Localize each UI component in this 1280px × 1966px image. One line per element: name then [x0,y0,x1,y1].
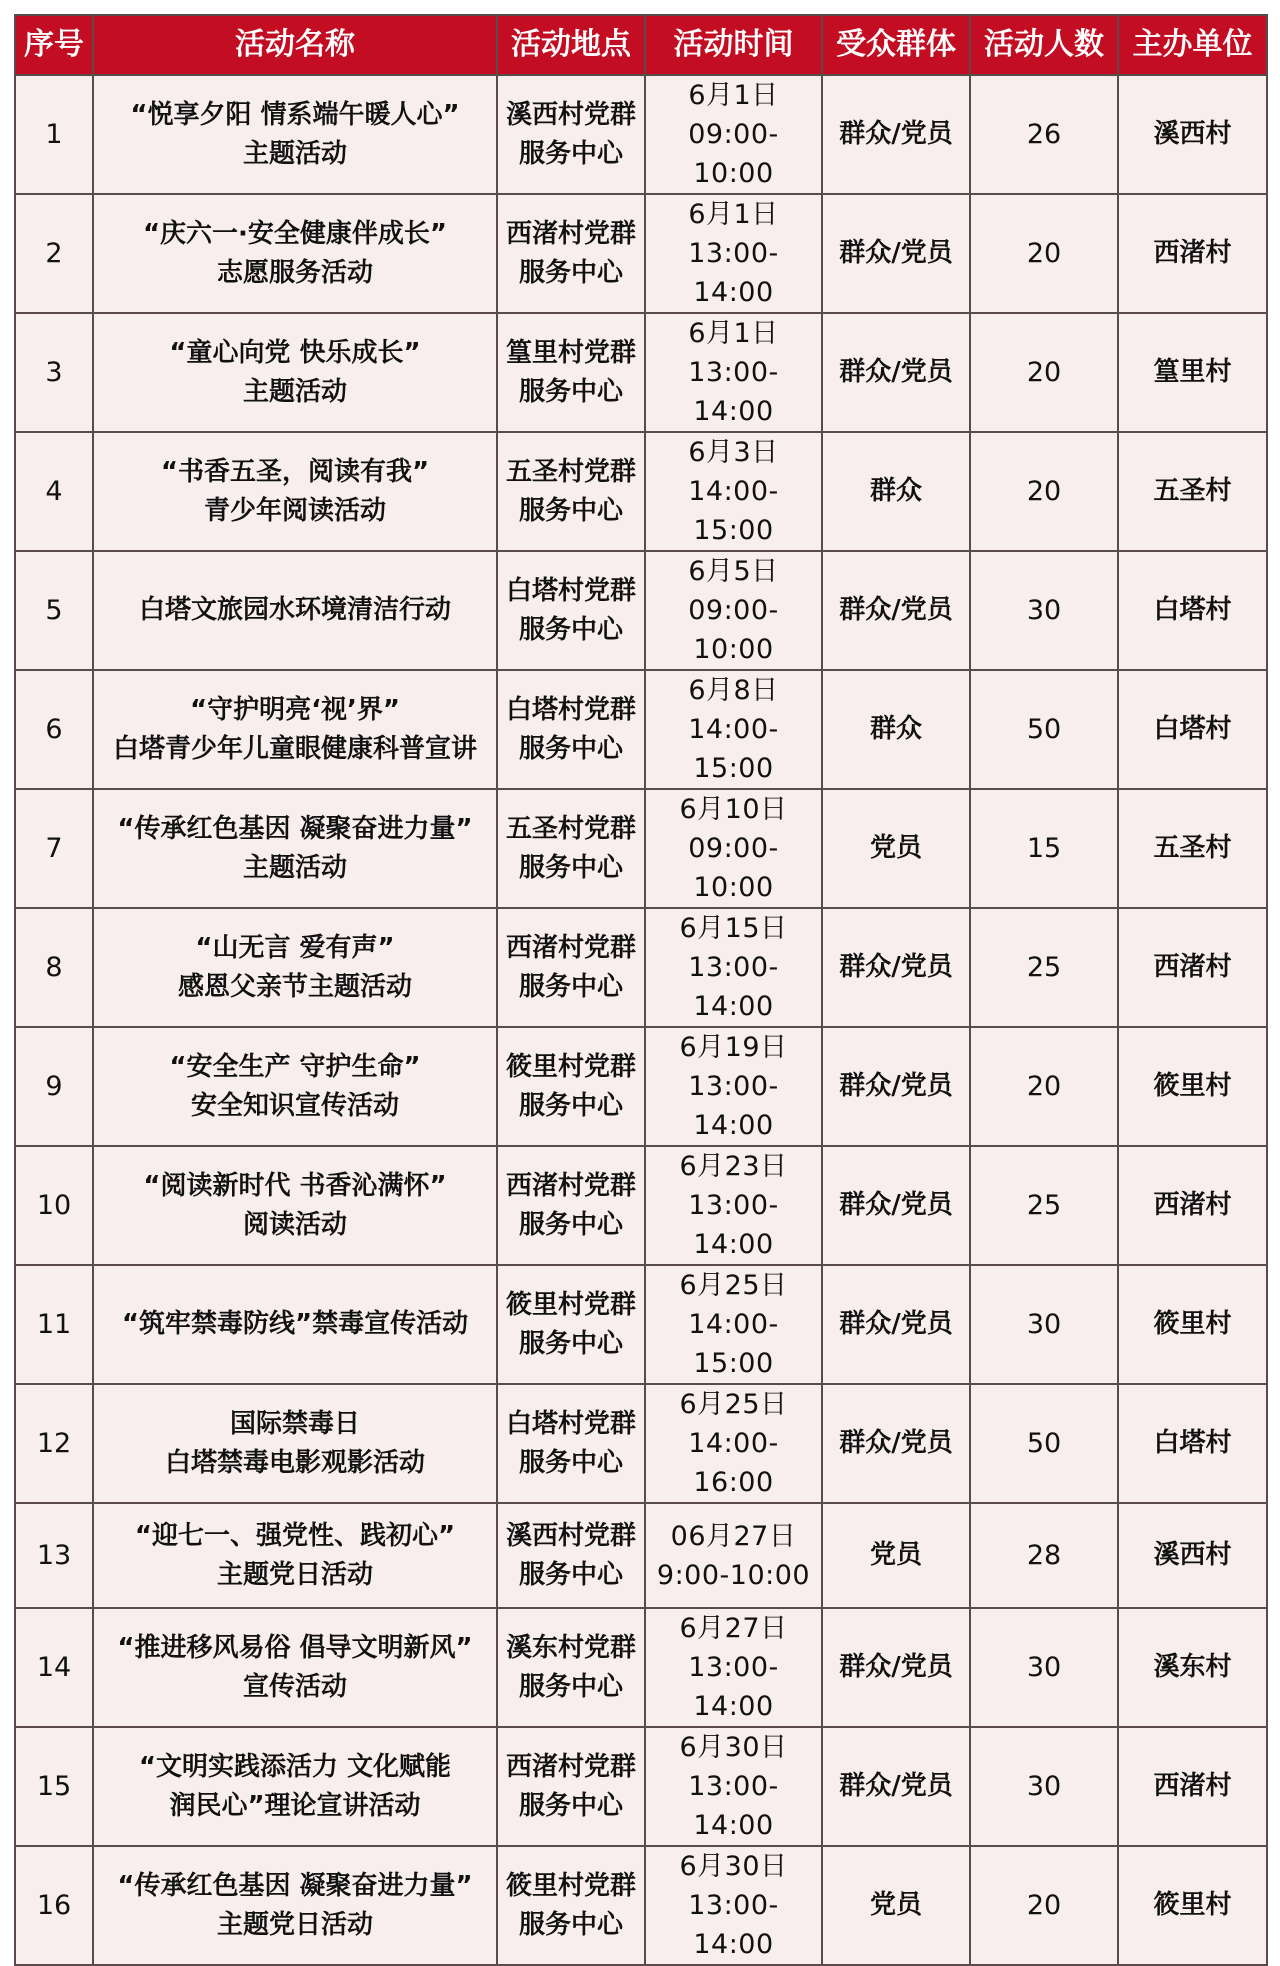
cell-location: 筱里村党群 服务中心 [497,1846,645,1965]
cell-audience: 党员 [822,789,970,908]
cell-activity-name: “安全生产 守护生命” 安全知识宣传活动 [93,1027,497,1146]
cell-host: 西渚村 [1118,1146,1267,1265]
cell-host: 西渚村 [1118,908,1267,1027]
cell-count: 25 [970,1146,1118,1265]
cell-audience: 群众/党员 [822,1027,970,1146]
cell-time: 6月19日 13:00-14:00 [645,1027,822,1146]
cell-count: 30 [970,1608,1118,1727]
table-row [15,1846,1267,1965]
cell-host: 筱里村 [1118,1027,1267,1146]
cell-activity-name: “庆六一·安全健康伴成长” 志愿服务活动 [93,194,497,313]
cell-count: 25 [970,908,1118,1027]
cell-count: 50 [970,670,1118,789]
cell-host: 西渚村 [1118,1727,1267,1846]
cell-time: 6月25日 14:00-15:00 [645,1265,822,1384]
cell-time: 6月1日 09:00-10:00 [645,75,822,194]
cell-activity-name: “书香五圣，阅读有我” 青少年阅读活动 [93,432,497,551]
cell-serial: 6 [15,670,93,789]
cell-serial: 5 [15,551,93,670]
cell-count: 20 [970,1027,1118,1146]
cell-time: 6月27日 13:00-14:00 [645,1608,822,1727]
cell-location: 西渚村党群 服务中心 [497,1146,645,1265]
cell-count: 20 [970,194,1118,313]
header-time: 活动时间 [645,15,822,75]
cell-audience: 群众/党员 [822,1146,970,1265]
cell-serial: 9 [15,1027,93,1146]
cell-host: 西渚村 [1118,194,1267,313]
cell-serial: 10 [15,1146,93,1265]
cell-time: 6月8日 14:00-15:00 [645,670,822,789]
cell-location: 筱里村党群 服务中心 [497,1027,645,1146]
cell-location: 白塔村党群 服务中心 [497,670,645,789]
header-count: 活动人数 [970,15,1118,75]
cell-host: 溪西村 [1118,1503,1267,1608]
cell-location: 西渚村党群 服务中心 [497,1727,645,1846]
cell-host: 白塔村 [1118,670,1267,789]
cell-activity-name: “山无言 爱有声” 感恩父亲节主题活动 [93,908,497,1027]
cell-serial: 14 [15,1608,93,1727]
table-row [15,670,1267,789]
table-row [15,551,1267,670]
cell-activity-name: “文明实践添活力 文化赋能 润民心”理论宣讲活动 [93,1727,497,1846]
cell-audience: 群众/党员 [822,75,970,194]
cell-serial: 15 [15,1727,93,1846]
cell-serial: 3 [15,313,93,432]
cell-audience: 群众/党员 [822,1608,970,1727]
cell-host: 篁里村 [1118,313,1267,432]
cell-host: 五圣村 [1118,432,1267,551]
table-header [15,15,1267,75]
cell-audience: 党员 [822,1503,970,1608]
table-row [15,1727,1267,1846]
cell-activity-name: “推进移风易俗 倡导文明新风” 宣传活动 [93,1608,497,1727]
cell-host: 白塔村 [1118,1384,1267,1503]
table-row [15,1146,1267,1265]
cell-activity-name: “筑牢禁毒防线”禁毒宣传活动 [93,1265,497,1384]
cell-host: 筱里村 [1118,1265,1267,1384]
cell-count: 26 [970,75,1118,194]
cell-time: 6月23日 13:00-14:00 [645,1146,822,1265]
header-name: 活动名称 [93,15,497,75]
header-row [15,15,1267,75]
cell-time: 6月1日 13:00-14:00 [645,313,822,432]
cell-count: 30 [970,551,1118,670]
cell-activity-name: “传承红色基因 凝聚奋进力量” 主题活动 [93,789,497,908]
table-row [15,432,1267,551]
table-row [15,1503,1267,1608]
activity-table [14,14,1268,1966]
cell-location: 西渚村党群 服务中心 [497,194,645,313]
cell-location: 筱里村党群 服务中心 [497,1265,645,1384]
cell-count: 50 [970,1384,1118,1503]
cell-count: 20 [970,1846,1118,1965]
cell-count: 30 [970,1265,1118,1384]
cell-location: 白塔村党群 服务中心 [497,1384,645,1503]
cell-serial: 8 [15,908,93,1027]
cell-audience: 群众/党员 [822,908,970,1027]
cell-audience: 群众/党员 [822,194,970,313]
cell-serial: 13 [15,1503,93,1608]
table-row [15,194,1267,313]
cell-audience: 群众/党员 [822,1727,970,1846]
cell-count: 30 [970,1727,1118,1846]
cell-audience: 党员 [822,1846,970,1965]
cell-activity-name: “童心向党 快乐成长” 主题活动 [93,313,497,432]
header-location: 活动地点 [497,15,645,75]
cell-serial: 11 [15,1265,93,1384]
table-row [15,1027,1267,1146]
table-row [15,1608,1267,1727]
cell-serial: 16 [15,1846,93,1965]
cell-count: 20 [970,313,1118,432]
cell-host: 溪东村 [1118,1608,1267,1727]
cell-count: 20 [970,432,1118,551]
header-host: 主办单位 [1118,15,1267,75]
cell-time: 6月30日 13:00-14:00 [645,1846,822,1965]
cell-location: 五圣村党群 服务中心 [497,789,645,908]
header-serial: 序号 [15,15,93,75]
cell-serial: 1 [15,75,93,194]
cell-audience: 群众/党员 [822,551,970,670]
cell-activity-name: “迎七一、强党性、践初心” 主题党日活动 [93,1503,497,1608]
cell-audience: 群众/党员 [822,1265,970,1384]
cell-host: 筱里村 [1118,1846,1267,1965]
cell-serial: 4 [15,432,93,551]
cell-activity-name: “悦享夕阳 情系端午暖人心” 主题活动 [93,75,497,194]
cell-serial: 2 [15,194,93,313]
activity-schedule [14,14,1266,1966]
table-row [15,789,1267,908]
cell-time: 6月25日 14:00-16:00 [645,1384,822,1503]
table-row [15,313,1267,432]
cell-location: 篁里村党群 服务中心 [497,313,645,432]
cell-activity-name: 白塔文旅园水环境清洁行动 [93,551,497,670]
table-row [15,1384,1267,1503]
cell-location: 西渚村党群 服务中心 [497,908,645,1027]
cell-audience: 群众 [822,432,970,551]
cell-location: 五圣村党群 服务中心 [497,432,645,551]
cell-serial: 7 [15,789,93,908]
cell-activity-name: “阅读新时代 书香沁满怀” 阅读活动 [93,1146,497,1265]
cell-time: 6月3日 14:00-15:00 [645,432,822,551]
cell-time: 6月1日 13:00-14:00 [645,194,822,313]
cell-time: 6月10日 09:00-10:00 [645,789,822,908]
header-audience: 受众群体 [822,15,970,75]
table-row [15,1265,1267,1384]
cell-count: 28 [970,1503,1118,1608]
cell-time: 6月5日 09:00-10:00 [645,551,822,670]
cell-serial: 12 [15,1384,93,1503]
table-body [15,75,1267,1965]
cell-location: 溪西村党群 服务中心 [497,75,645,194]
table-row [15,908,1267,1027]
cell-activity-name: “传承红色基因 凝聚奋进力量” 主题党日活动 [93,1846,497,1965]
cell-host: 溪西村 [1118,75,1267,194]
cell-count: 15 [970,789,1118,908]
cell-time: 06月27日 9:00-10:00 [645,1503,822,1608]
cell-location: 溪西村党群 服务中心 [497,1503,645,1608]
cell-audience: 群众 [822,670,970,789]
cell-audience: 群众/党员 [822,1384,970,1503]
cell-time: 6月15日 13:00-14:00 [645,908,822,1027]
cell-host: 白塔村 [1118,551,1267,670]
cell-location: 溪东村党群 服务中心 [497,1608,645,1727]
table-row [15,75,1267,194]
cell-host: 五圣村 [1118,789,1267,908]
cell-time: 6月30日 13:00-14:00 [645,1727,822,1846]
cell-audience: 群众/党员 [822,313,970,432]
cell-activity-name: 国际禁毒日 白塔禁毒电影观影活动 [93,1384,497,1503]
cell-activity-name: “守护明亮‘视’界” 白塔青少年儿童眼健康科普宣讲 [93,670,497,789]
cell-location: 白塔村党群 服务中心 [497,551,645,670]
